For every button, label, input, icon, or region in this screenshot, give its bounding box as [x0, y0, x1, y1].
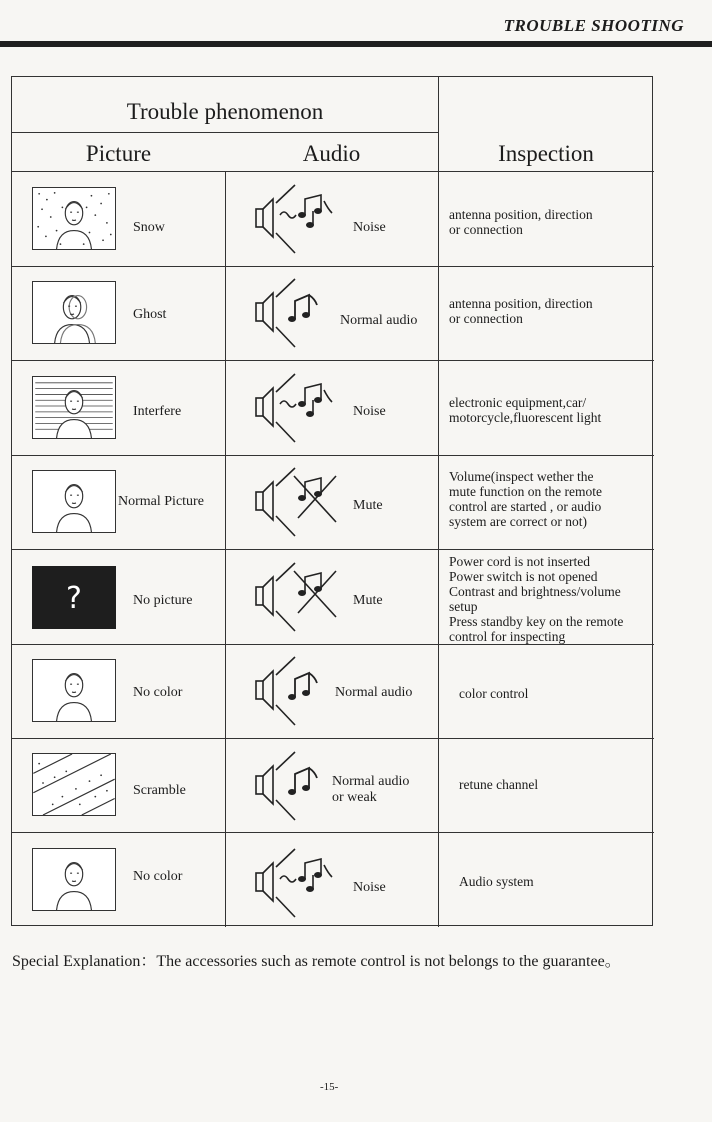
audio-label: Noise [353, 220, 386, 235]
speaker-mute-icon [252, 462, 352, 542]
picture-label: Ghost [133, 307, 167, 322]
audio-label: Mute [353, 498, 383, 513]
picture-label: Normal Picture [118, 494, 204, 509]
table-rule [12, 832, 654, 833]
page-number: -15- [320, 1081, 339, 1093]
table-rule [438, 77, 439, 927]
audio-label: Noise [353, 880, 386, 895]
header-rule [0, 41, 712, 47]
inspection-text: retune channel [459, 777, 539, 792]
page-header-title: TROUBLE SHOOTING [503, 16, 684, 35]
audio-label: Normal audio or weak [332, 774, 410, 805]
inspection-text: Power cord is not inserted Power switch is not opened Contrast and brightness/volume setup Press standby key on the remote control for inspecting [449, 554, 624, 644]
audio-label: Normal audio [335, 685, 413, 700]
table-rule [12, 549, 654, 550]
snow-face-icon [32, 187, 116, 250]
audio-label: Normal audio [340, 313, 418, 328]
audio-label: Mute [353, 593, 383, 608]
speaker-noise-icon [252, 179, 352, 259]
picture-label: Interfere [133, 404, 182, 419]
table-rule [12, 171, 654, 172]
inspection-text: Volume(inspect wether the mute function on the remote control are started , or audio system are correct or not) [449, 469, 602, 529]
picture-label: No color [133, 869, 183, 884]
speaker-noise-icon [252, 368, 352, 448]
table-rule [12, 738, 654, 739]
speaker-normal-icon [252, 273, 352, 353]
inspection-text: antenna position, direction or connection [449, 207, 593, 237]
question-mark-icon [32, 566, 116, 629]
normal-face-icon [32, 470, 116, 533]
column-header-inspection: Inspection [498, 141, 594, 166]
picture-label: Scramble [133, 783, 186, 798]
speaker-noise-icon [252, 843, 352, 923]
audio-label: Noise [353, 404, 386, 419]
scramble-icon [32, 753, 116, 816]
speaker-mute-icon [252, 557, 352, 637]
picture-label: No picture [133, 593, 193, 608]
interfere-face-icon [32, 376, 116, 439]
special-explanation: Special Explanation：The accessories such as remote control is not belongs to the guarantee。 [12, 953, 621, 970]
inspection-text: Audio system [459, 874, 534, 889]
column-header-audio: Audio [302, 141, 361, 166]
table-rule [12, 644, 654, 645]
table-rule [12, 132, 438, 133]
inspection-text: electronic equipment,car/ motorcycle,fluorescent light [449, 395, 602, 425]
normal-face-icon [32, 659, 116, 722]
column-header-picture: Picture [85, 141, 152, 166]
inspection-text: color control [459, 686, 529, 701]
group-header: Trouble phenomenon [126, 99, 324, 124]
inspection-text: antenna position, direction or connection [449, 296, 593, 326]
normal-face-icon [32, 848, 116, 911]
picture-label: Snow [133, 220, 165, 235]
ghost-face-icon [32, 281, 116, 344]
trouble-shooting-table [11, 76, 653, 926]
table-rule [12, 360, 654, 361]
table-rule [12, 455, 654, 456]
question-mark-glyph: ? [66, 581, 82, 616]
table-rule [12, 266, 654, 267]
picture-label: No color [133, 685, 183, 700]
